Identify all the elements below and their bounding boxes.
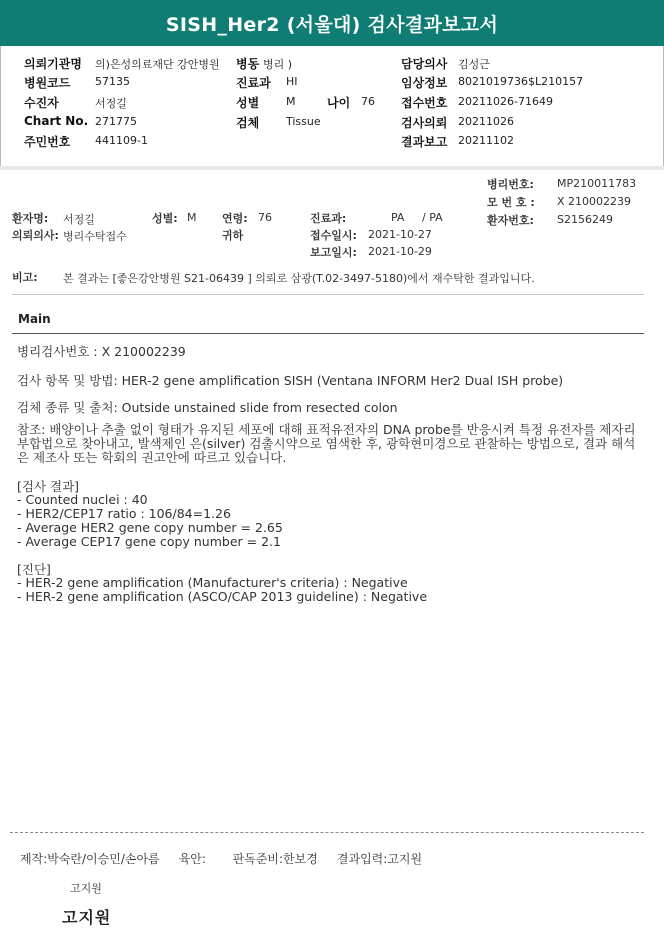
result-item: - Average CEP17 gene copy number = 2.1 <box>17 534 281 549</box>
doctor-label: 담당의사 <box>401 57 448 71</box>
receipt-no-value: 20211026-71649 <box>458 95 553 108</box>
request-date-value: 20211026 <box>458 115 514 128</box>
result-item: - Counted nuclei : 40 <box>17 492 148 507</box>
patient-name-value: 서정길 <box>63 213 95 226</box>
clinical-info-value: 8021019736$L210157 <box>458 75 584 88</box>
receipt-no-label: 접수번호 <box>401 96 448 110</box>
path-age-label: 연령: <box>222 212 248 225</box>
hospital-code-value: 57135 <box>95 75 130 88</box>
patient-no-value: S2156249 <box>557 213 613 226</box>
resident-no-label: 주민번호 <box>24 135 71 149</box>
report-date-label: 결과보고 <box>401 135 448 149</box>
resident-no-value: 441109-1 <box>95 134 148 147</box>
result-item: - Average HER2 gene copy number = 2.65 <box>17 520 283 535</box>
section-gap <box>0 166 664 170</box>
diagnosis-header: [진단] <box>17 562 51 577</box>
specimen-value: Tissue <box>286 115 321 128</box>
hospital-code-label: 병원코드 <box>24 76 71 90</box>
reference-note: 참조: 배양이나 추출 없이 형태가 유지된 세포에 대해 표적유전자의 DNA probe를 반응시켜 특정 유전자를 제자리부합법으로 찾아내고, 발색제인 은(silver) 검출시약으로 염색한 후, 광학현미경으로 관찰하는 방법으로, 결과 해석은 제조사 또는 학회의 권고안에 따르고 있습니다. <box>17 422 636 465</box>
parent-no-value: X 210002239 <box>557 195 632 208</box>
specimen-label: 검체 <box>236 116 260 130</box>
chart-no-label: Chart No. <box>24 114 89 128</box>
specimen-source: 검체 종류 및 출처: Outside unstained slide from resected colon <box>17 400 398 415</box>
main-section-label: Main <box>18 312 51 326</box>
path-no-label: 병리번호: <box>487 178 534 191</box>
results-header: [검사 결과] <box>17 479 80 494</box>
institution-label: 의뢰기관명 <box>24 57 82 71</box>
ward-label: 병동 <box>236 57 260 71</box>
chart-no-value: 271775 <box>95 115 137 128</box>
signer-name: 고지원 <box>70 882 102 895</box>
footer-dashed-line <box>10 832 644 833</box>
age-label: 나이 <box>327 96 351 110</box>
note-label: 비고: <box>12 271 38 284</box>
ref-doctor-value: 병리수탁접수 <box>63 230 127 243</box>
parent-no-label: 모 번 호 : <box>487 196 535 209</box>
report-datetime-label: 보고일시: <box>310 246 357 259</box>
sex-label: 성별 <box>236 96 260 110</box>
report-title: SISH_Her2 (서울대) 검사결과보고서 <box>165 13 499 36</box>
path-age-value: 76 <box>258 211 272 224</box>
patient-value: 서정길 <box>95 97 127 110</box>
diagnosis-item: - HER-2 gene amplification (ASCO/CAP 2013 guideline) : Negative <box>17 589 428 604</box>
department-label: 진료과 <box>236 76 271 90</box>
patient-name-label: 환자명: <box>12 212 49 225</box>
path-sex-label: 성별: <box>152 212 178 225</box>
receipt-date-label: 접수일시: <box>310 229 357 242</box>
path-sex-value: M <box>187 211 197 224</box>
report-date-value: 20211102 <box>458 134 514 147</box>
divider <box>12 294 644 295</box>
institution-value: 의)은성의료재단 강안병원 <box>95 58 220 71</box>
ward-value: 병리 ) <box>263 58 293 71</box>
patient-no-label: 환자번호: <box>487 214 534 227</box>
honorific: 귀하 <box>222 229 244 242</box>
exam-method: 검사 항목 및 방법: HER-2 gene amplification SISH (Ventana INFORM Her2 Dual ISH probe) <box>17 373 564 388</box>
report-datetime-value: 2021-10-29 <box>368 245 432 258</box>
path-dept-value2: / PA <box>422 211 443 224</box>
department-value: HI <box>286 75 298 88</box>
note-value: 본 결과는 [좋은강안병원 S21-06439 ] 의뢰로 삼광(T.02-3497-5180)에서 재수탁한 결과입니다. <box>63 272 535 285</box>
report-title-bar <box>0 0 664 46</box>
path-dept-label: 진료과: <box>310 212 347 225</box>
patient-label: 수진자 <box>24 96 59 110</box>
diagnosis-item: - HER-2 gene amplification (Manufacturer's criteria) : Negative <box>17 575 408 590</box>
staff-line: 제작:박숙란/이승민/손아름 육안: 판독준비:한보경 결과입력:고지원 <box>20 852 423 866</box>
receipt-date-value: 2021-10-27 <box>368 228 432 241</box>
result-item: - HER2/CEP17 ratio : 106/84=1.26 <box>17 506 231 521</box>
clinical-info-label: 임상정보 <box>401 76 448 90</box>
path-no-value: MP210011783 <box>557 177 637 190</box>
main-divider <box>12 333 644 334</box>
age-value: 76 <box>361 95 375 108</box>
doctor-value: 김성근 <box>458 58 490 71</box>
sex-value: M <box>286 95 296 108</box>
signature: 고지원 <box>62 908 112 927</box>
ref-doctor-label: 의뢰의사: <box>12 229 59 242</box>
request-date-label: 검사의뢰 <box>401 116 448 130</box>
path-exam-no: 병리검사번호 : X 210002239 <box>17 344 186 359</box>
path-dept-value: PA <box>391 211 405 224</box>
